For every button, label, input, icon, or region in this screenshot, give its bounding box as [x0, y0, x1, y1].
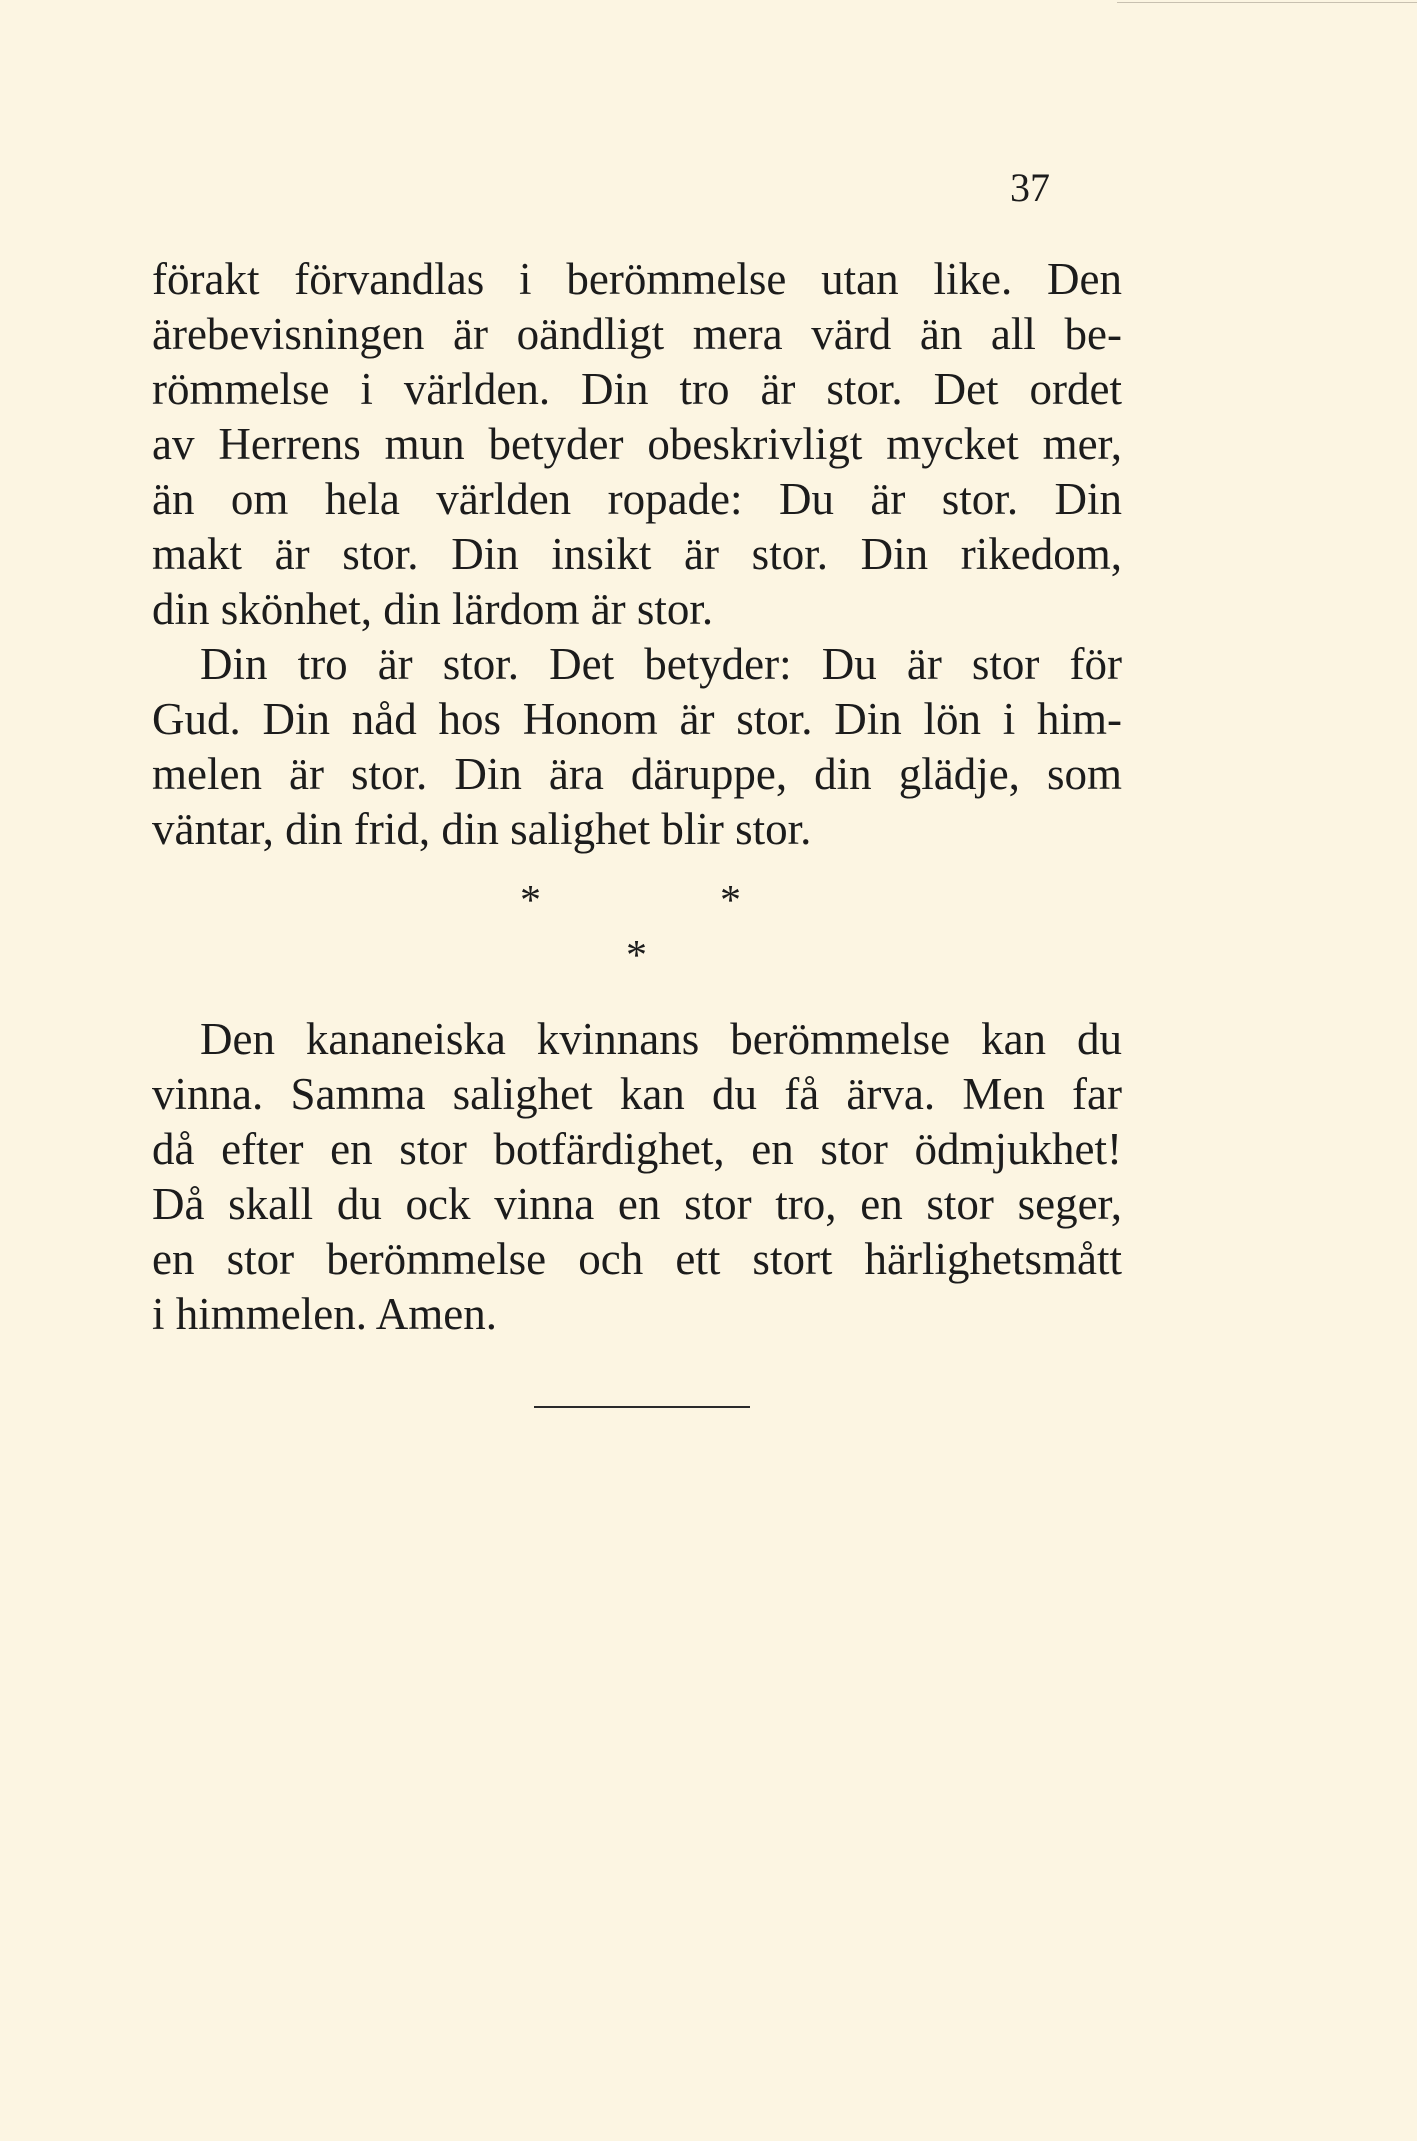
- text-line: makt är stor. Din insikt är stor. Din rikedom,: [152, 529, 1122, 579]
- asterisk: *: [720, 878, 741, 924]
- asterisk: *: [626, 933, 647, 979]
- text-line: Den kananeiska kvinnans berömmelse kan du: [200, 1014, 1122, 1064]
- text-line: då efter en stor botfärdighet, en stor ödmjukhet!: [152, 1124, 1122, 1174]
- text-line: römmelse i världen. Din tro är stor. Det ordet: [152, 364, 1122, 414]
- text-line: i himmelen. Amen.: [152, 1289, 497, 1339]
- text-line: din skönhet, din lärdom är stor.: [152, 584, 714, 634]
- text-line: Då skall du ock vinna en stor tro, en stor seger,: [152, 1179, 1122, 1229]
- end-rule: [534, 1406, 750, 1408]
- text-line: en stor berömmelse och ett stort härlighetsmått: [152, 1234, 1122, 1284]
- text-line: Din tro är stor. Det betyder: Du är stor för: [200, 639, 1122, 689]
- text-line: förakt förvandlas i berömmelse utan like. Den: [152, 254, 1122, 304]
- text-line: melen är stor. Din ära däruppe, din glädje, som: [152, 749, 1122, 799]
- page-number: 37: [1010, 165, 1050, 210]
- text-line: än om hela världen ropade: Du är stor. Din: [152, 474, 1122, 524]
- text-line: väntar, din frid, din salighet blir stor.: [152, 804, 812, 854]
- text-line: Gud. Din nåd hos Honom är stor. Din lön i him-: [152, 694, 1122, 744]
- text-line: av Herrens mun betyder obeskrivligt mycket mer,: [152, 419, 1122, 469]
- asterisk: *: [520, 878, 541, 924]
- text-line: ärebevisningen är oändligt mera värd än all be-: [152, 309, 1122, 359]
- text-line: vinna. Samma salighet kan du få ärva. Men far: [152, 1069, 1122, 1119]
- scan-edge-line: [1117, 2, 1417, 3]
